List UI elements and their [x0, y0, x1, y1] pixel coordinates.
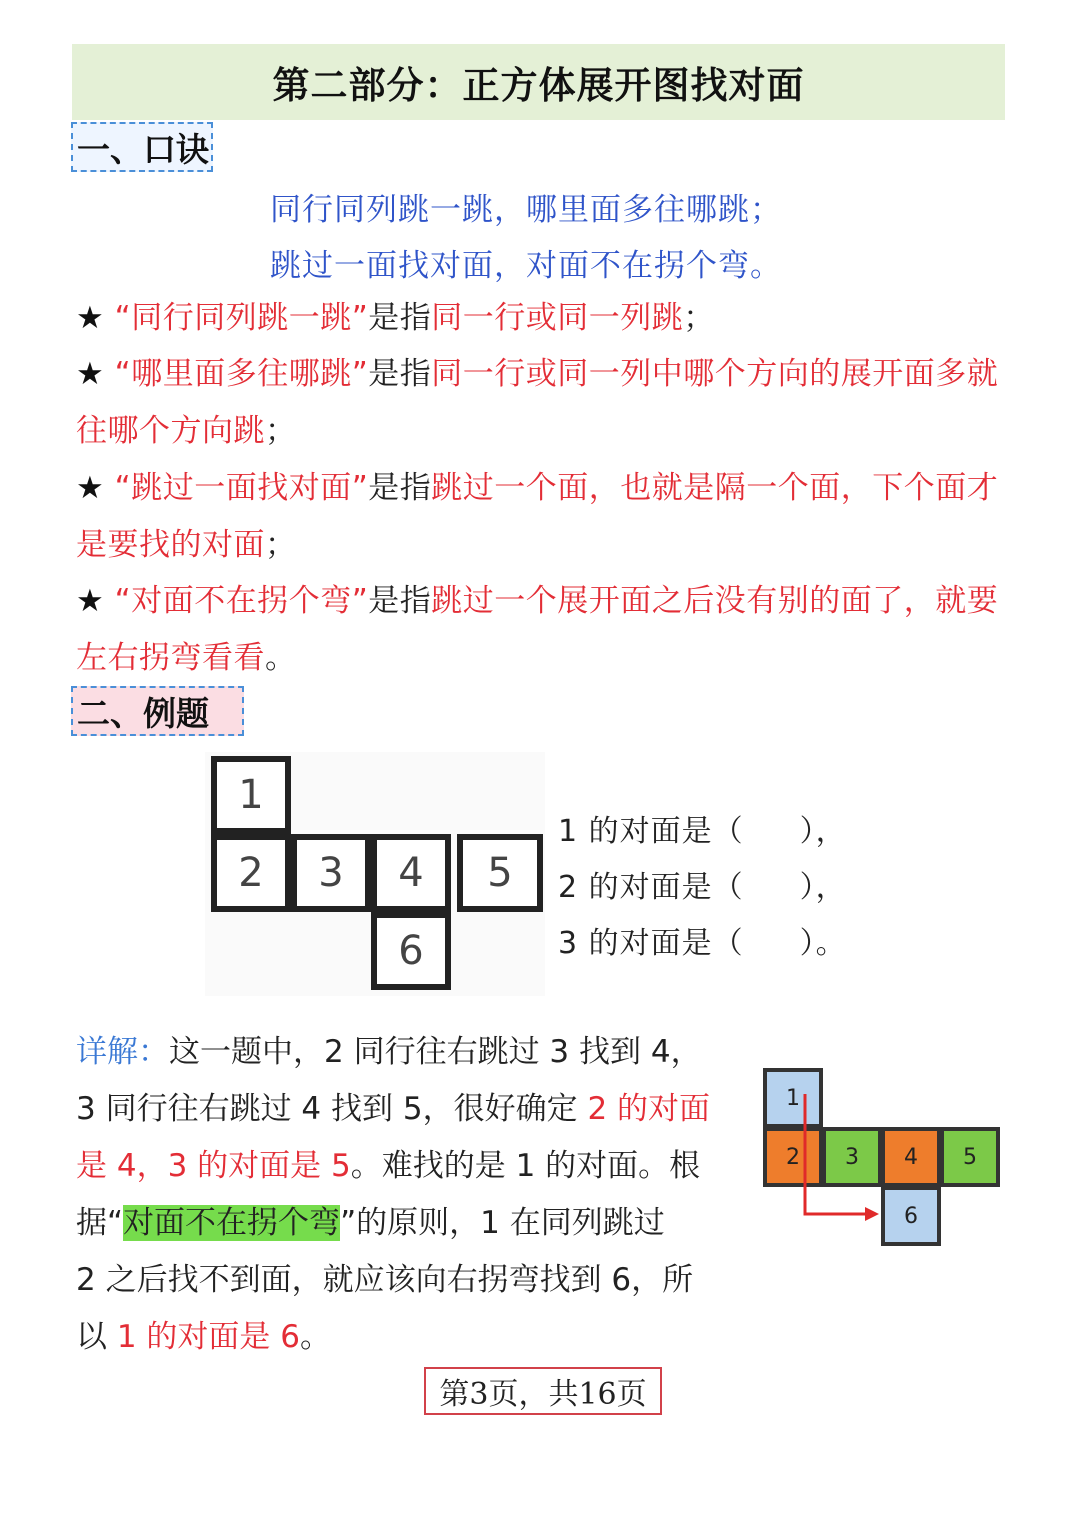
exp-text: 据“	[76, 1205, 124, 1241]
question-3	[558, 918, 847, 962]
question-close: ），	[799, 814, 847, 849]
bullet-mid: 是指	[368, 470, 432, 506]
colored-face-5: 5	[940, 1127, 1000, 1187]
question-2	[558, 862, 847, 906]
bullet-quote: “同行同列跳一跳”	[114, 300, 369, 336]
colored-face-1: 1	[763, 1068, 823, 1128]
net-face-6: 6	[371, 912, 451, 990]
question-text: 的对面是（	[588, 870, 744, 905]
section-heading-example: 二、例题	[71, 686, 244, 736]
turn-arrow-icon	[795, 1090, 885, 1225]
bullet-2	[76, 346, 1008, 460]
exp-text: 3 同行往右跳过 4 找到 5，很好确定	[76, 1091, 588, 1127]
explanation-label: 详解：	[76, 1034, 169, 1070]
colored-face-6: 6	[881, 1186, 941, 1246]
bullet-end: ；	[683, 300, 715, 336]
net-face-5: 5	[457, 834, 543, 912]
bullet-1	[76, 290, 1008, 347]
page-number-footer: 第3页，共16页	[424, 1367, 662, 1415]
cube-net-diagram	[205, 752, 545, 996]
exp-green-highlight: 对面不在拐个弯	[123, 1205, 341, 1241]
exp-text: 。难找的是 1 的对面。根	[350, 1148, 701, 1184]
star-icon: ★	[76, 300, 105, 336]
bullet-desc: 同一行或同一列中哪个方向的展开面多就往哪个方向跳	[76, 356, 999, 449]
exp-highlight: 2 的对面	[587, 1091, 711, 1127]
exp-text: ”的原则，1 在同列跳过	[340, 1205, 665, 1241]
section-heading-mnemonic: 一、口诀	[71, 122, 213, 172]
bullet-desc: 跳过一个面，也就是隔一个面，下个面才是要找的对面	[76, 470, 999, 563]
bullet-quote: “对面不在拐个弯”	[114, 583, 369, 619]
bullet-mid: 是指	[368, 300, 432, 336]
bullet-end: ；	[265, 527, 297, 563]
bullet-mid: 是指	[368, 583, 432, 619]
exp-highlight: 是 4，3 的对面是 5	[76, 1148, 351, 1184]
page-title: 第二部分：正方体展开图找对面	[72, 44, 1005, 120]
bullet-quote: “跳过一面找对面”	[114, 470, 369, 506]
bullet-quote: “哪里面多往哪跳”	[114, 356, 369, 392]
exp-text: 这一题中，2 同行往右跳过 3 找到 4，	[169, 1034, 702, 1070]
explanation	[76, 1024, 748, 1366]
exp-text: 2 之后找不到面，就应该向右拐弯找到 6，所	[76, 1262, 694, 1298]
colored-face-2: 2	[763, 1127, 823, 1187]
star-icon: ★	[76, 470, 105, 506]
colored-face-3: 3	[822, 1127, 882, 1187]
exp-text: 以	[76, 1319, 117, 1355]
exp-text: 。	[300, 1319, 332, 1355]
net-face-3: 3	[291, 834, 371, 912]
bullet-desc: 同一行或同一列跳	[431, 300, 684, 336]
net-face-1: 1	[211, 756, 291, 834]
bullet-mid: 是指	[368, 356, 432, 392]
question-num: 2	[558, 870, 579, 905]
question-num: 1	[558, 814, 579, 849]
question-close: ）。	[799, 926, 847, 961]
question-close: ），	[799, 870, 847, 905]
question-num: 3	[558, 926, 579, 961]
net-face-2: 2	[211, 834, 291, 912]
bullet-end: ；	[265, 413, 297, 449]
question-text: 的对面是（	[588, 926, 744, 961]
question-1	[558, 806, 847, 850]
bullet-desc: 跳过一个展开面之后没有别的面了，就要左右拐弯看看	[76, 583, 999, 676]
verse-line-1: 同行同列跳一跳，哪里面多往哪跳；	[270, 192, 782, 228]
star-icon: ★	[76, 583, 105, 619]
star-icon: ★	[76, 356, 105, 392]
bullet-3	[76, 460, 1008, 574]
bullet-end: 。	[265, 640, 297, 676]
exp-highlight: 1 的对面是 6	[116, 1319, 301, 1355]
verse-line-2: 跳过一面找对面，对面不在拐个弯。	[270, 248, 782, 284]
colored-face-4: 4	[881, 1127, 941, 1187]
bullet-4	[76, 573, 1008, 687]
net-face-4: 4	[371, 834, 451, 912]
question-text: 的对面是（	[588, 814, 744, 849]
